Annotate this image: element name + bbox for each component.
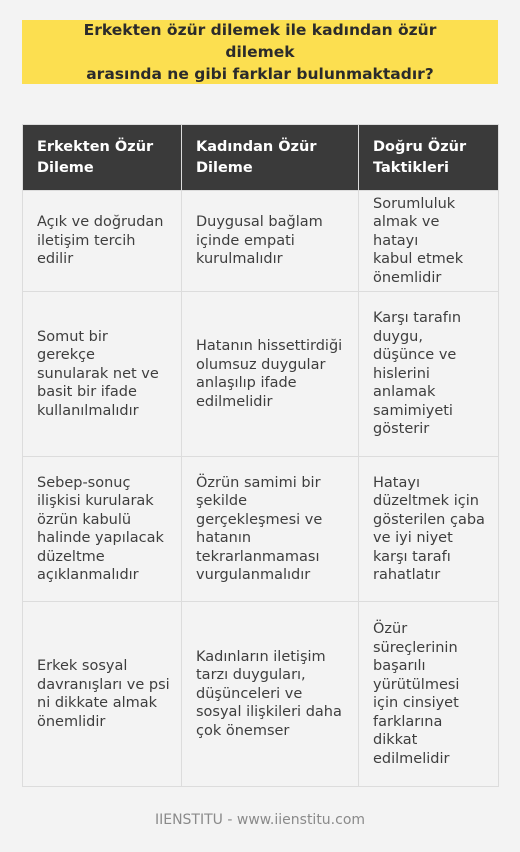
cell-text: sunularak net ve [37, 365, 159, 382]
cell-text: Kadınların iletişim [196, 648, 326, 665]
table-cell [182, 457, 359, 602]
cell-text: Somut bir [37, 328, 108, 345]
cell-text: hatanın [196, 530, 252, 546]
table-cell [23, 602, 182, 787]
cell-text: rahatlatır [373, 567, 441, 583]
table-header-row [23, 125, 499, 191]
table-row [23, 292, 499, 457]
title-line-2: arasında ne gibi farklar bulunmaktadır? [86, 65, 434, 83]
cell-text: ni dikkate almak [37, 695, 158, 711]
cell-text: gösterilen çaba [373, 511, 485, 528]
header-text: Taktikleri [373, 159, 449, 176]
cell-text: Hatayı [373, 474, 420, 491]
cell-text: için cinsiyet [373, 695, 459, 711]
cell-text: karşı tarafı [373, 548, 451, 565]
comparison-table [22, 124, 499, 787]
cell-text: edilmelidir [196, 393, 273, 410]
cell-text: özrün kabulü [37, 511, 132, 528]
cell-text: Erkek sosyal [37, 658, 128, 674]
cell-text: gerekçe [37, 347, 95, 364]
table-row [23, 191, 499, 292]
table-cell [182, 191, 359, 292]
cell-text: başarılı [373, 658, 426, 674]
cell-text: halinde yapılacak [37, 530, 164, 546]
table-row [23, 602, 499, 787]
table-cell [359, 292, 499, 457]
cell-text: ilişkisi kurularak [37, 493, 154, 509]
cell-text: açıklanmalıdır [37, 567, 139, 583]
cell-text: Hatanın hissettirdiği [196, 338, 343, 354]
table-cell [23, 457, 182, 602]
cell-text: yürütülmesi [373, 676, 460, 693]
header-text: Dileme [196, 159, 253, 176]
cell-text: Açık ve doğrudan [37, 214, 164, 231]
cell-text: hislerini [373, 365, 430, 382]
table-cell [359, 457, 499, 602]
table-cell [23, 191, 182, 292]
header-cell [23, 125, 182, 191]
cell-text: basit bir ifade [37, 384, 137, 401]
cell-text: şekilde [196, 493, 248, 509]
cell-text: Karşı tarafın [373, 310, 462, 327]
cell-text: kurulmalıdır [196, 251, 283, 268]
cell-text: Sebep-sonuç [37, 474, 131, 491]
cell-text: gösterir [373, 421, 430, 438]
cell-text: Özür [373, 621, 408, 637]
cell-text: tekrarlanmaması [196, 548, 320, 565]
cell-text: düzeltme [37, 548, 105, 565]
cell-text: dikkat [373, 732, 418, 748]
cell-text: anlaşılıp ifade [196, 375, 297, 391]
cell-text: kabul etmek [373, 251, 464, 268]
cell-text: düzeltmek için [373, 493, 479, 509]
header-text: Doğru Özür [373, 138, 467, 155]
cell-text: sosyal ilişkileri daha [196, 704, 342, 721]
header-cell [359, 125, 499, 191]
cell-text: Duygusal bağlam [196, 214, 323, 231]
cell-text: gerçekleşmesi ve [196, 511, 323, 528]
footer-credit: IIENSTITU - www.iienstitu.com [154, 812, 366, 828]
cell-text: davranışları ve psi [37, 676, 170, 693]
title-line-1: Erkekten özür dilemek ile kadından özür dilemek [83, 21, 437, 61]
header-cell [182, 125, 359, 191]
title-banner [22, 20, 498, 84]
table-cell [359, 191, 499, 292]
cell-text: vurgulanmalıdır [196, 567, 311, 583]
header-text: Kadından Özür [196, 138, 317, 155]
cell-text: önemlidir [373, 269, 442, 286]
cell-text: Sorumluluk [373, 195, 456, 212]
table-cell [23, 292, 182, 457]
cell-text: anlamak [373, 384, 436, 401]
cell-text: duygu, [373, 328, 423, 345]
page-title [50, 19, 470, 85]
table-cell [182, 292, 359, 457]
cell-text: önemlidir [37, 713, 106, 730]
cell-text: edilmelidir [373, 750, 450, 767]
cell-text: içinde empati [196, 232, 295, 249]
header-text: Erkekten Özür [37, 138, 154, 155]
cell-text: olumsuz duygular [196, 356, 326, 373]
cell-text: samimiyeti [373, 402, 453, 419]
cell-text: edilir [37, 251, 74, 268]
table-cell [182, 602, 359, 787]
cell-text: farklarına [373, 713, 443, 730]
cell-text: düşünce ve [373, 347, 457, 364]
table-row [23, 457, 499, 602]
cell-text: almak ve hatayı [373, 214, 440, 249]
cell-text: tarzı duyguları, [196, 667, 306, 684]
cell-text: çok önemser [196, 722, 290, 739]
cell-text: iletişim tercih [37, 232, 136, 249]
cell-text: düşünceleri ve [196, 685, 303, 702]
cell-text: süreçlerinin [373, 639, 458, 656]
header-text: Dileme [37, 159, 94, 176]
cell-text: kullanılmalıdır [37, 402, 139, 419]
table-cell [359, 602, 499, 787]
cell-text: ve iyi niyet [373, 530, 453, 546]
cell-text: Özrün samimi bir [196, 474, 321, 491]
